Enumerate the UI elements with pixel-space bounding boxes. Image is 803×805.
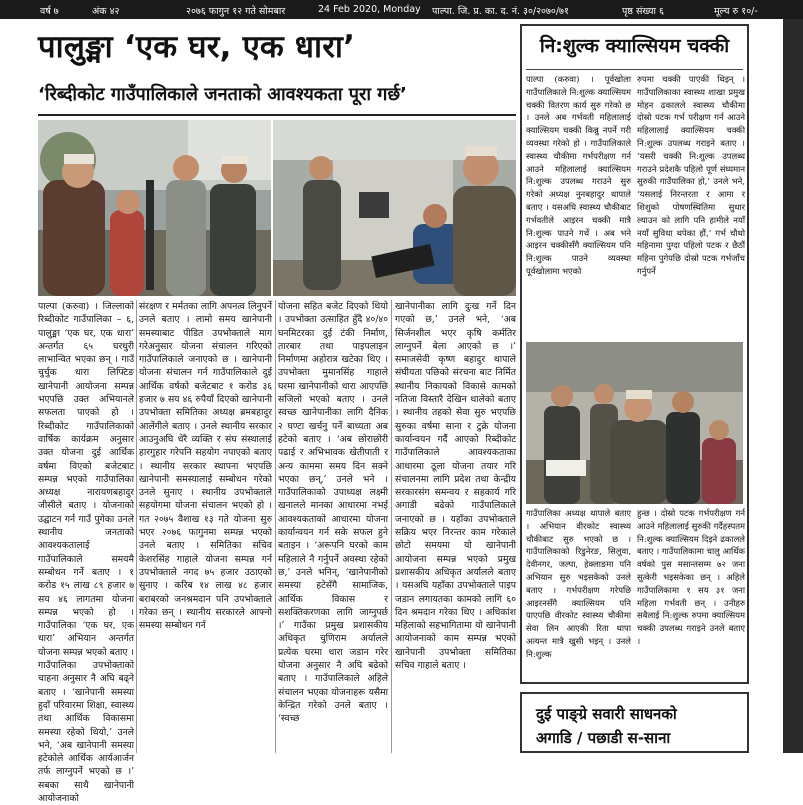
price-label: मूल्य रु १०/- — [714, 6, 758, 17]
year-label: वर्ष ७ — [40, 6, 59, 17]
lead-headline: पालुङ्मा ‘एक घर, एक धारा’ — [38, 29, 356, 65]
headline-rule — [38, 114, 516, 116]
issue-label: अंक ४२ — [92, 6, 120, 17]
masthead-bar — [0, 0, 803, 19]
page-edge-shadow — [783, 19, 803, 753]
lead-photo-right — [273, 120, 516, 296]
side-column-left-bottom: गाउँपालिका अध्यक्ष थापाले बताए । अभियान वीरकोट स्वास्थ्य चौकीबाट सुरु भएको छ । गाउँपालिकाको रिडुनेरङ, सिलुवा, देवीनगर, जल्पा, हेक्लाङमा पनि अभियान सुरु भइसकेको उनले बताए । गर्भपरीक्षण गरेपछि आइरनसँगै क्याल्सियम पनि पाएपछि वीरकोट स्वास्थ्य चौकीमा सेवा लिन आएकी रिता थापा अत्यन्त मात्रै खुसी भइन् । उनले नि:शुल्क — [526, 508, 631, 659]
side-column-left-top: पाल्पा (करुवा) । पूर्वखोला गाउँपालिकाले नि:शुल्क क्याल्सियम चक्की वितरण कार्य सुरु गरेको छ । उनले अब गर्भवती महिलालाई क्याल्सियम चक्की किन्नु नपर्ने गरी व्यवस्था गरेको हो । गाउँपालिकाले स्वास्थ्य चौकीमा गर्भपरीक्षण गर्न आउने महिलालाई क्याल्सियम नि:शुल्क उपलब्ध गराउने सुरु गरेको अध्यक्ष नुनबहादुर थापाले बताए । यसअघि स्वास्थ्य चौकीबाट गर्भवतीले आइरन चक्की मात्रै नि:शुल्क पाउने गर्थे । अब भने आइरन चक्कीसँगै क्याल्सियम पनि नि:शुल्क पाउने व्यवस्था पूर्वखोलामा भएको — [526, 74, 631, 276]
lead-photo-left — [38, 120, 271, 296]
lead-column-3 — [278, 300, 388, 753]
english-date: 24 Feb 2020, Monday — [318, 4, 421, 15]
side-story-photo — [526, 342, 743, 504]
advert-line-2: अगाडि / पछाडी स-साना — [536, 729, 671, 747]
side-column-right-bottom: हुन्छ । दोस्रो पटक गर्भपरीक्षण गर्न आउने महिलालाई सुरुकी गर्दैहस्पतम नि:शुल्क क्याल्सियम दिइने ढकालले बताए । गाउँपालिकामा चालु आर्थिक वर्षको पुस मसान्तसम्म ७२ जना सुत्केरी भइसकेका छन् । अहिले गाउँपालिकामा १ सय ३१ जना महिला गर्भवती छन् । उनीहरु सबैलाई नि:शुल्क रुपमा क्याल्सियम चक्की उपलब्ध गराइने उनले बताए । — [637, 508, 745, 646]
lead-column-text: पाल्पा (करुवा) । जिल्लाको रिब्दीकोट गाउँपालिका – ६, पालुङ्मा ‘एक घर, एक धारा’ अन्तर्गत ६५ घरधुरी लाभान्वित भएका छन् । गाउँ चुर्चुक धारा लिफ्टिङ खानेपानी आयोजना सम्पन्न भएपछि उक्त अभियानले सफलता पाएको हो । रिब्दीकोट गाउँपालिकाको वार्षिक कार्यक्रम अनुसार उक्त योजना दुई आर्थिक वर्षमा विएको बजेटबाट सम्पन्न भएको गाउँपालिका अध्यक्ष नारायणबहादुर जीसीले बताए । योजनाको उद्घाटन गर्न गाउँ पुगेका उनले स्थानीय जनताको आवश्यकतालाई गाउँपालिकाले समयमै सम्बोधन गर्ने बताए । १ करोड १५ लाख ८९ हजार ७ सय ४६ लागतमा योजना सम्पन्न भएको हो । गाउँपालिका ‘एक घर, एक धारा’ अभियान अन्तर्गत योजना सम्पन्न भएको बताए । गाउँपालिका उपभोक्ताको चाहना अनुसार नै अघि बढ्ने बताए । ‘खानेपानी समस्या हुदाँ परिवारमा शिक्षा, स्वास्थ्य तथा आर्थिक विकासमा समस्या रहेको थियो,’ उनले भने, ‘अब खानेपानी समस्या हटेकोले आर्थिक आर्यआर्जन तर्फ लाग्नुपर्ने भएको छ ।’ सबका साथै खानेपानी आयोजनाको — [38, 301, 134, 804]
lead-subheadline: ‘रिब्दीकोट गाउँपालिकाले जनताको आवश्यकता पूरा गर्छ’ — [38, 84, 407, 105]
column-divider — [136, 300, 137, 753]
side-column-right-top: रुपमा चक्की पाएकी थिइन् । गाउँपालिकाका स्वास्थ्य शाखा प्रमुख मोहन ढकालले स्वास्थ्य चौकीमा दोस्रो पटक गर्भ परीक्षण गर्न आउने महिलालाई क्याल्सियम चक्की नि:शुल्क उपलब्ध गराइने बताए । ‘यसरी चक्की नि:शुल्क उपलब्ध गराउने प्रदेशकै पहिलो पूर्ण संघ्यमान सुरुकी गाउँपालिका हो,’ उनले भने, ‘यसलाई निरन्तरता र आमा र शिशुको पोषणस्थितिमा सुधार ल्याउन को लागि पनि हामीले नयाँ नयाँ सुविधा थपेका हौं,’ गर्भ चौथो महिनामा पुग्दा पहिलो पटक र छैठौं महिना पुगेपछि दोस्रो पटक गर्भजाँच गर्नुपर्ने — [637, 74, 745, 276]
side-headline-rule — [526, 69, 743, 70]
page-count: पृष्ठ संख्या ६ — [622, 6, 664, 17]
lead-column-1 — [38, 300, 134, 804]
advert-line-1: दुई पाङ्ग्रे सवारी साधनको — [536, 705, 677, 723]
side-story-headline: नि:शुल्क क्याल्सियम चक्की — [539, 35, 730, 57]
lead-column-2 — [139, 300, 272, 753]
side-story-box — [520, 24, 749, 684]
registration-number: पाल्पा. जि. प्र. का. द. नं. ३०/२०७०/७१ — [432, 6, 569, 17]
nepali-date: २०७६ फागुन १२ गते सोमबार — [186, 6, 286, 17]
lead-column-4 — [395, 300, 516, 753]
lead-column-text: संरक्षण र मर्मतका लागि अपनत्व लिनुपर्ने उनले बताए । लामो समय खानेपानी समस्याबाट पीडित उपभोक्ताले माग गरेअनुसार योजना संचालन गरिएको गाउँपालिकाले जनाएको छ । खानेपानी योजना संचालन गर्न गाउँपालिकाले दुई आर्थिक वर्षको बजेटबाट १ करोड ३६ हजार ७ सय ४६ रुपैयाँ दिएको खानेपानी उपभोक्ता समितिका अध्यक्ष ब्रमबहादुर आलेंगीले बताए । उनले स्थानीय सरकार आउनुअघि धेरै व्यक्ति र संघ संस्थालाई हारगुहार गरेपनि सहयोग नपाएको बताए । स्थानीय सरकार स्थापना भएपछि खानेपानी समस्यालाई सम्बोधन गरेको उनले सुनाए । स्थानीय उपभोक्ताले सहयोगमा योजना संचालन भएको हो । गत २०७५ वैशाख १३ गते योजना सुरु भएर २०७६ फागुनमा सम्पन्न भएको उनले बताए । समितिका सचिव केशरसिंह गाहाले योजना सम्पन्न गर्न उपभोक्ताले नगद ७५ हजार उठाएको सुनाए । करिब १४ लाख ४८ हजार बराबरको जनश्रमदान पनि उपभोक्ताले गरेका छन् । स्थानीय सरकारले आफ्नो समस्या सम्बोधन गर्न — [139, 301, 272, 632]
lead-column-text: खानेपानीका लागि दुःख गर्ने दिन गएको छ,’ उनले भने, ‘अब सिर्जनशील भएर कृषि कर्मतिर लाग्नुपर्ने बेला आएको छ ।’ समाजसेवी कृष्ण बहादुर थापाले संघीयता पछिको संरचना बाट निर्मित स्थानीय निकायको विकासे कामको नतिजा विस्तारै देखिन थालेको बताए । स्थानीय तहको सेवा सुरु भएपछि सुरुका वर्षमा साना र टुक्रे योजना कार्यान्वयन गर्दै आएको रिब्दीकोट गाउँपालिकाले आवश्यकताका आधारमा ठूला योजना तयार गरि संचालनमा लागि प्रदेश तथा केन्द्रीय सरकारसंग समन्वय र सहकार्य गरि अगाडी बढेको गाउँपालिकाले जनाएको छ । यहाँका उपभोक्ताले सक्रिय भएर निरन्तर काम गरेकाले छोटो समयमा यो खानेपानी आयोजना सम्पन्न भएको प्रमुख प्रशासकीय अधिकृत अर्यालले बताए । यसअघि यहाँका उपभोक्ताले पाइप जडान लगायतका कामको लागि ६० दिन श्रमदान गरेका थिए । अधिकांश महिलाको सहभागितामा यो खानेपानी आयोजनाको काम सम्पन्न भएको खानेपानी उपभोक्ता समितिका सचिव गाहाले बताए । — [395, 301, 516, 672]
column-divider — [275, 300, 276, 753]
advert-box — [520, 692, 749, 753]
lead-column-text: योजना सहित बजेट दिएको थियो । उपभोक्ता उत्साहित हुँदै ४०/४० घनमिटरका दुई टंकी निर्माण, तारबार तथा पाइपलाइन निर्माणमा अहोरात्र खटेका थिए । उपभोक्ता मुमानसिंह गाहाले घरमा खानेपानीको धारा आएपछि सजिलो भएको बताए । उनले स्वच्छ खानेपानीका लागि दैनिक २ घण्टा खर्चनु पर्ने बाध्यता अब हटेको बताए । ‘अब छोराछोरी पढाई र अभिभावक खेतीपाती र अन्य काममा समय दिन सक्ने भएका छन्,’ उनले भने । गाउँपालिकाको उपाध्यक्ष लक्ष्मी खनालले मानका आधारमा नभई आवश्यकताको आधारमा योजना कार्यान्वयन गर्न सके सफल हुने बताइन । ‘अरूपनि घरको काम महिलाले नै गर्नुपर्ने अवस्था रहेको छ,’ उनले भनिन्, ‘खानेपानीको समस्या हटेसँगै सामाजिक, आर्थिक विकास र सशक्तिकरणका लागि जाग्नुपर्छ ।’ गाउँका प्रमुख प्रशासकीय अधिकृत चुणिराम अर्यालले प्रत्येक घरमा धारा जडान गरेर योजना अनुसार नै अघि बढेको बताए । गाउँपालिकाले अहिले संचालन भएका योजनाहरू यसैमा केन्द्रित गरेको उनले बताए । ‘स्वच्छ — [278, 301, 388, 725]
column-divider — [391, 300, 392, 753]
